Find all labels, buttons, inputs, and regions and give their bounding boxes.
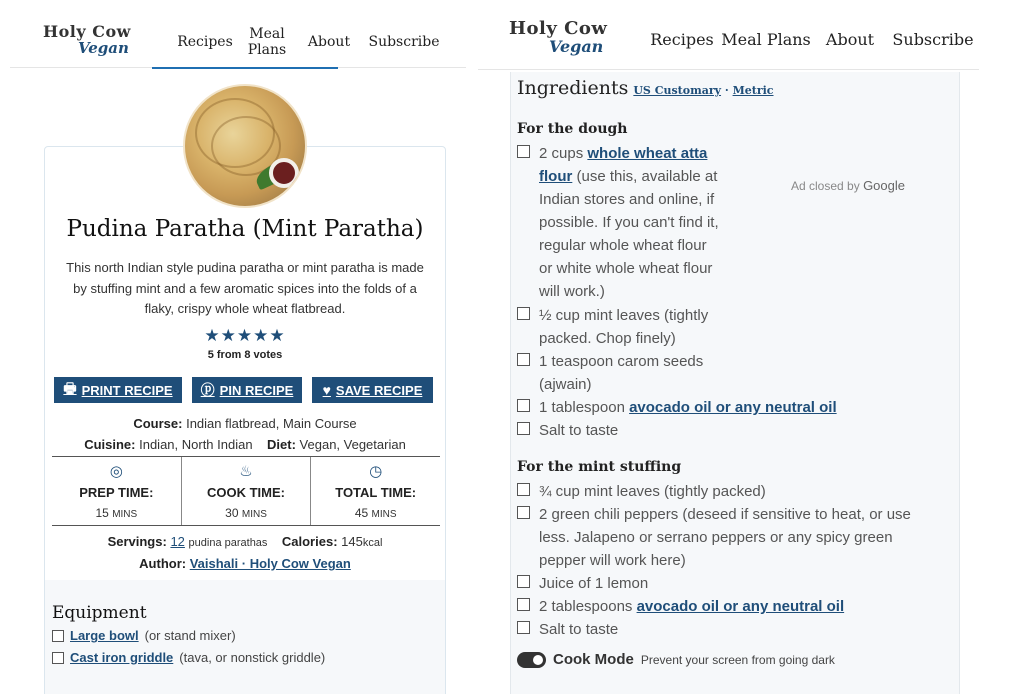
ingredient-link[interactable]: whole wheat atta xyxy=(587,145,708,162)
nav-recipes[interactable]: Recipes xyxy=(650,29,714,49)
equipment-item xyxy=(52,628,236,643)
save-recipe-label: SAVE RECIPE xyxy=(335,382,423,398)
ingredient-text: Salt to taste xyxy=(539,621,619,638)
equipment-link[interactable]: Large bowl xyxy=(70,628,139,643)
site-header xyxy=(478,0,979,70)
ingredient-item xyxy=(517,503,911,572)
servings-label: Servings: xyxy=(107,534,167,549)
unit-separator: · xyxy=(724,84,729,97)
recipe-title: Pudina Paratha (Mint Paratha) xyxy=(66,216,424,242)
nav-about[interactable]: About xyxy=(825,29,875,49)
total-time xyxy=(310,457,440,525)
recipe-description: This north Indian style pudina paratha or mint paratha is made by stuffing mint and a few aromatic spices into the folds of a flaky, crispy whole wheat flatbread. xyxy=(66,260,424,316)
ingredient-text xyxy=(539,350,703,396)
ingredient-checkbox[interactable] xyxy=(517,598,530,611)
prep-time-number: 15 xyxy=(95,506,109,520)
ingredient-note: or white whole wheat flour xyxy=(539,260,713,277)
equipment-checkbox[interactable] xyxy=(52,652,64,664)
ingredient-item xyxy=(517,350,703,396)
author-row xyxy=(44,556,446,571)
ingredient-text: Salt to taste xyxy=(539,422,619,439)
cook-time-value xyxy=(182,506,311,520)
ingredient-item xyxy=(517,595,844,618)
cook-mode-toggle[interactable] xyxy=(517,652,546,668)
ingredient-link[interactable]: avocado oil or any neutral oil xyxy=(636,598,845,615)
equipment-checkbox[interactable] xyxy=(52,630,64,642)
ingredient-text: ¾ cup mint leaves (tightly packed) xyxy=(539,483,766,500)
print-recipe-label: PRINT RECIPE xyxy=(81,382,173,398)
cook-mode-label: Cook Mode xyxy=(553,651,634,668)
ingredient-checkbox[interactable] xyxy=(517,353,530,366)
total-time-unit: MINS xyxy=(371,509,397,520)
calories-label: Calories: xyxy=(281,534,338,549)
cook-time-unit: MINS xyxy=(241,509,267,520)
ingredient-item xyxy=(517,142,727,303)
pinterest-icon: ⓟ xyxy=(200,382,215,398)
ingredient-text xyxy=(539,595,844,618)
cook-mode-row xyxy=(517,651,835,668)
stuffing-heading: For the mint stuffing xyxy=(517,459,682,475)
cook-mode-description: Prevent your screen from going dark xyxy=(640,652,835,667)
print-recipe-button[interactable] xyxy=(54,377,182,403)
servings-calories-row xyxy=(44,534,446,549)
pin-recipe-button[interactable] xyxy=(192,377,302,403)
total-time-label: TOTAL TIME: xyxy=(335,485,417,500)
heart-icon: ♥ xyxy=(322,382,331,398)
main-nav xyxy=(648,22,982,58)
unit-us-customary[interactable]: US Customary xyxy=(633,84,722,97)
prep-time-value xyxy=(52,506,181,520)
ingredient-amount: 2 cups xyxy=(539,145,588,162)
pin-recipe-label: PIN RECIPE xyxy=(219,382,294,398)
ingredient-checkbox[interactable] xyxy=(517,422,530,435)
ingredient-line: pepper will work here) xyxy=(539,552,686,569)
ingredient-item xyxy=(517,419,618,442)
ingredient-checkbox[interactable] xyxy=(517,483,530,496)
calories-unit: kcal xyxy=(362,537,383,549)
site-logo[interactable] xyxy=(509,20,607,55)
nav-meal-plans[interactable]: Meal Plans xyxy=(721,29,811,49)
google-logo: Google xyxy=(863,178,905,193)
ingredient-amount: 2 tablespoons xyxy=(539,598,637,615)
cook-time xyxy=(181,457,311,525)
rating-votes: 5 from 8 votes xyxy=(207,349,283,361)
ingredient-item xyxy=(517,618,618,641)
ingredient-text xyxy=(539,304,708,350)
unit-switch xyxy=(633,84,773,97)
ingredient-link[interactable]: avocado oil or any neutral oil xyxy=(629,399,837,416)
equipment-link[interactable]: Cast iron griddle xyxy=(70,650,174,665)
cuisine-value: Indian, North Indian xyxy=(139,437,253,452)
recipe-photo xyxy=(183,84,307,208)
site-logo[interactable] xyxy=(43,24,131,56)
ingredient-text xyxy=(539,503,911,572)
ingredient-checkbox[interactable] xyxy=(517,307,530,320)
nav-meal-plans[interactable]: Meal Plans xyxy=(247,25,287,58)
site-header xyxy=(10,0,466,68)
author-label: Author: xyxy=(139,556,187,571)
cuisine-label: Cuisine: xyxy=(84,437,136,452)
timer-icon: ◎ xyxy=(109,463,123,480)
pickle-bowl xyxy=(269,158,299,188)
ingredient-note: will work.) xyxy=(539,283,605,300)
ingredient-line: packed. Chop finely) xyxy=(539,330,676,347)
ingredient-item xyxy=(517,304,708,350)
nav-subscribe[interactable]: Subscribe xyxy=(892,29,974,49)
ingredient-checkbox[interactable] xyxy=(517,621,530,634)
ingredient-link[interactable]: flour xyxy=(539,168,573,185)
ingredient-text xyxy=(539,142,727,303)
course-value: Indian flatbread, Main Course xyxy=(186,416,357,431)
prep-time-label: PREP TIME: xyxy=(79,485,154,500)
logo-line2: Vegan xyxy=(78,39,129,57)
ingredient-checkbox[interactable] xyxy=(517,399,530,412)
ingredient-line: (ajwain) xyxy=(539,376,592,393)
ingredient-line: ½ cup mint leaves (tightly xyxy=(539,307,709,324)
stove-pan-icon: ♨ xyxy=(239,463,253,480)
equipment-heading: Equipment xyxy=(52,603,147,623)
ingredient-item xyxy=(517,572,648,595)
logo-line2: Vegan xyxy=(549,37,604,56)
prep-time-unit: MINS xyxy=(112,509,138,520)
ingredient-note: (use this, available at xyxy=(572,168,718,185)
left-panel xyxy=(0,0,478,694)
nav-about[interactable]: About xyxy=(307,33,351,50)
ingredient-line: 2 green chili peppers (deseed if sensitive to heat, or use xyxy=(539,506,911,523)
unit-metric[interactable]: Metric xyxy=(732,84,774,97)
ingredient-note: possible. If you can't find it, xyxy=(539,214,719,231)
course-label: Course: xyxy=(133,416,183,431)
prep-time xyxy=(52,457,181,525)
ingredient-text xyxy=(539,396,837,419)
nav-active-underline xyxy=(152,67,338,69)
cook-time-number: 30 xyxy=(225,506,239,520)
printer-icon: 🖶 xyxy=(63,380,77,396)
nav-subscribe[interactable]: Subscribe xyxy=(368,33,440,50)
ingredient-amount: 1 tablespoon xyxy=(539,399,630,416)
ingredient-checkbox[interactable] xyxy=(517,575,530,588)
cuisine-diet-row xyxy=(44,437,446,452)
calories-value: 145 xyxy=(341,534,363,549)
nav-recipes[interactable]: Recipes xyxy=(177,33,233,50)
dough-heading: For the dough xyxy=(517,121,628,137)
ingredient-item xyxy=(517,480,766,503)
cook-time-label: COOK TIME: xyxy=(207,485,285,500)
equipment-item xyxy=(52,650,325,665)
servings-adjust[interactable]: 12 xyxy=(170,534,185,549)
servings-unit: pudina parathas xyxy=(188,537,268,549)
main-nav xyxy=(170,26,444,58)
equipment-note: (tava, or nonstick griddle) xyxy=(179,650,326,665)
clock-icon: ◷ xyxy=(369,463,383,480)
ingredient-line: 1 teaspoon carom seeds xyxy=(539,353,704,370)
ingredient-line: less. Jalapeno or serrano peppers or any spicy green xyxy=(539,529,893,546)
course-row xyxy=(44,416,446,431)
ingredient-item xyxy=(517,396,837,419)
recipe-times xyxy=(52,456,440,526)
logo-line1: Holy Cow xyxy=(509,18,608,39)
ingredient-checkbox[interactable] xyxy=(517,506,530,519)
save-recipe-button[interactable] xyxy=(312,377,433,403)
right-panel xyxy=(478,0,1009,694)
total-time-number: 45 xyxy=(354,506,369,520)
ingredient-note: regular whole wheat flour xyxy=(539,237,707,254)
equipment-note: (or stand mixer) xyxy=(144,628,236,643)
author-link[interactable]: Vaishali · Holy Cow Vegan xyxy=(189,556,351,571)
diet-value: Vegan, Vegetarian xyxy=(299,437,406,452)
ingredient-checkbox[interactable] xyxy=(517,145,530,158)
ad-closed-notice xyxy=(791,178,905,193)
logo-line1: Holy Cow xyxy=(43,22,131,41)
ingredients-heading: Ingredients xyxy=(517,77,629,99)
ingredient-text: Juice of 1 lemon xyxy=(539,575,649,592)
diet-label: Diet: xyxy=(267,437,296,452)
total-time-value xyxy=(311,506,440,520)
ad-text: Ad closed by xyxy=(791,179,860,193)
rating-stars[interactable]: ★★★★★ xyxy=(204,326,286,345)
ingredients-header xyxy=(517,77,774,99)
ingredient-note: Indian stores and online, if xyxy=(539,191,715,208)
